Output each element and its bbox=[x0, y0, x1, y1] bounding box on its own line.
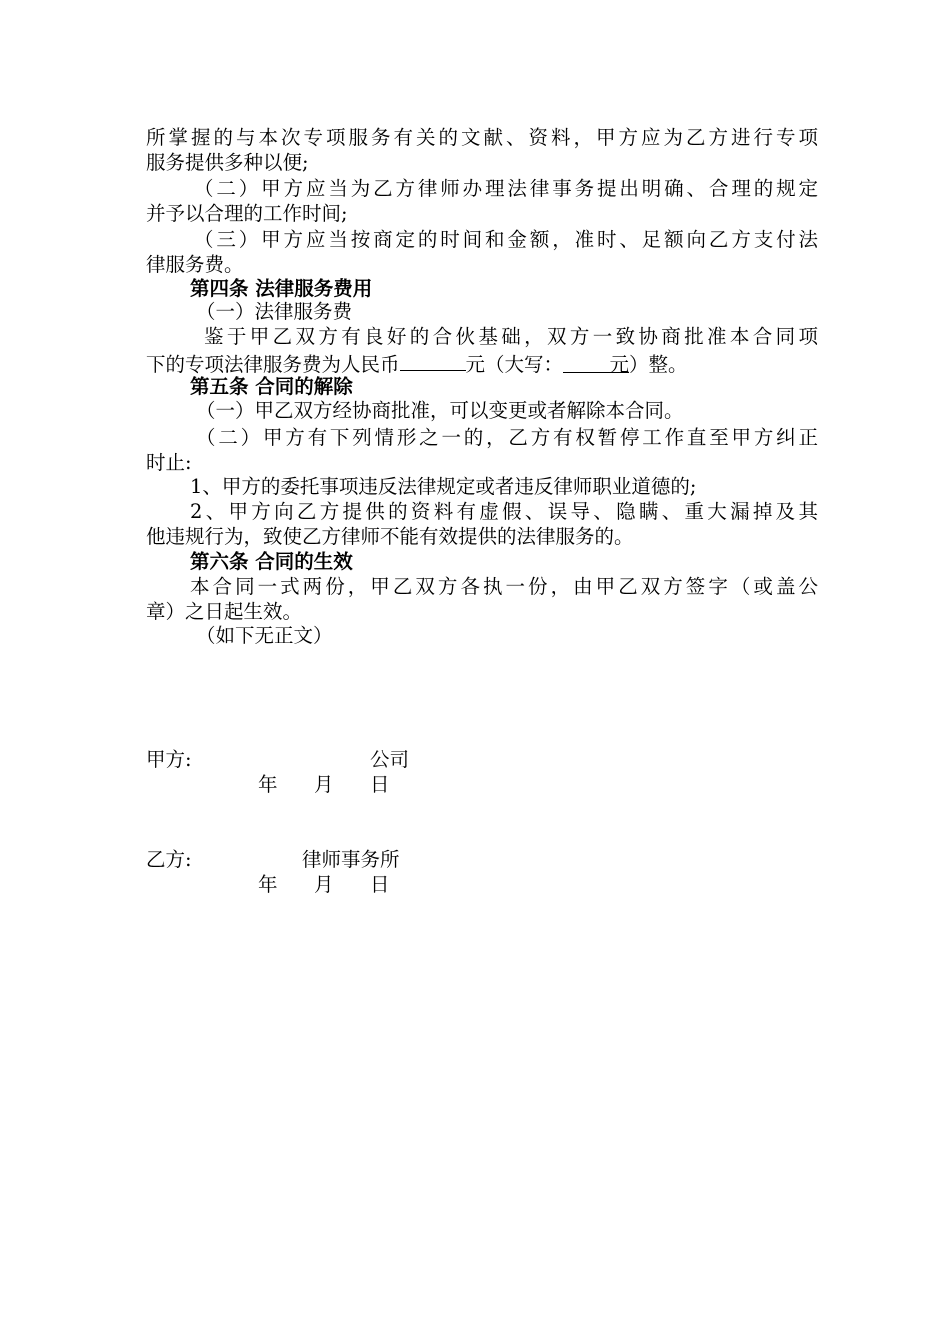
clause-4-1: （一）法律服务费 bbox=[196, 300, 353, 323]
fee-amount-blank bbox=[400, 350, 466, 371]
clause-6: 本合同一式两份，甲乙双方各执一份，由甲乙双方签字（或盖公 bbox=[190, 575, 818, 598]
fee-mid: 元（大写： bbox=[465, 353, 564, 376]
article-6-heading: 第六条 合同的生效 bbox=[190, 550, 353, 573]
party-b-label: 乙方: bbox=[146, 848, 192, 871]
no-more-text-note: （如下无正文） bbox=[196, 624, 333, 647]
fee-prefix: 下的专项法律服务费为人民币 bbox=[146, 353, 400, 376]
party-a-label: 甲方: bbox=[146, 748, 192, 771]
fee-unit: 元 bbox=[609, 353, 630, 376]
party-a-day: 日 bbox=[370, 773, 390, 796]
party-b-year: 年 bbox=[258, 873, 278, 896]
clause-3-3: （三）甲方应当按商定的时间和金额，准时、足额向乙方支付法 bbox=[194, 228, 818, 251]
text-line: 时止: bbox=[146, 451, 192, 474]
party-b-name: 律师事务所 bbox=[302, 848, 400, 871]
text-line: 所掌握的与本次专项服务有关的文献、资料，甲方应为乙方进行专项 bbox=[146, 126, 818, 149]
article-5-heading: 第五条 合同的解除 bbox=[190, 375, 353, 398]
clause-5-2-1: 1、甲方的委托事项违反法律规定或者违反律师职业道德的; bbox=[190, 475, 697, 498]
text-line: 律服务费。 bbox=[146, 253, 244, 276]
party-a-month: 月 bbox=[314, 773, 334, 796]
text-line: 他违规行为，致使乙方律师不能有效提供的法律服务的。 bbox=[146, 525, 634, 548]
clause-3-2: （二）甲方应当为乙方律师办理法律事务提出明确、合理的规定 bbox=[194, 177, 818, 200]
text-line: 章）之日起生效。 bbox=[146, 600, 303, 623]
text-line: 服务提供多种以便; bbox=[146, 151, 309, 174]
fee-uppercase-blank bbox=[563, 352, 630, 376]
article-4-heading: 第四条 法律服务费用 bbox=[190, 277, 373, 300]
party-b-day: 日 bbox=[370, 873, 390, 896]
text-line: 并予以合理的工作时间; bbox=[146, 202, 348, 225]
clause-5-2-2: 2、甲方向乙方提供的资料有虚假、误导、隐瞒、重大漏掉及其 bbox=[190, 500, 818, 523]
fee-suffix: ）整。 bbox=[629, 353, 688, 376]
clause-5-2: （二）甲方有下列情形之一的，乙方有权暂停工作直至甲方纠正 bbox=[196, 426, 818, 449]
party-a-name: 公司 bbox=[370, 748, 410, 771]
clause-5-1: （一）甲乙双方经协商批准，可以变更或者解除本合同。 bbox=[196, 399, 684, 422]
party-b-month: 月 bbox=[314, 873, 334, 896]
party-a-year: 年 bbox=[258, 773, 278, 796]
text-line: 鉴于甲乙双方有良好的合伙基础，双方一致协商批准本合同项 bbox=[204, 325, 818, 348]
